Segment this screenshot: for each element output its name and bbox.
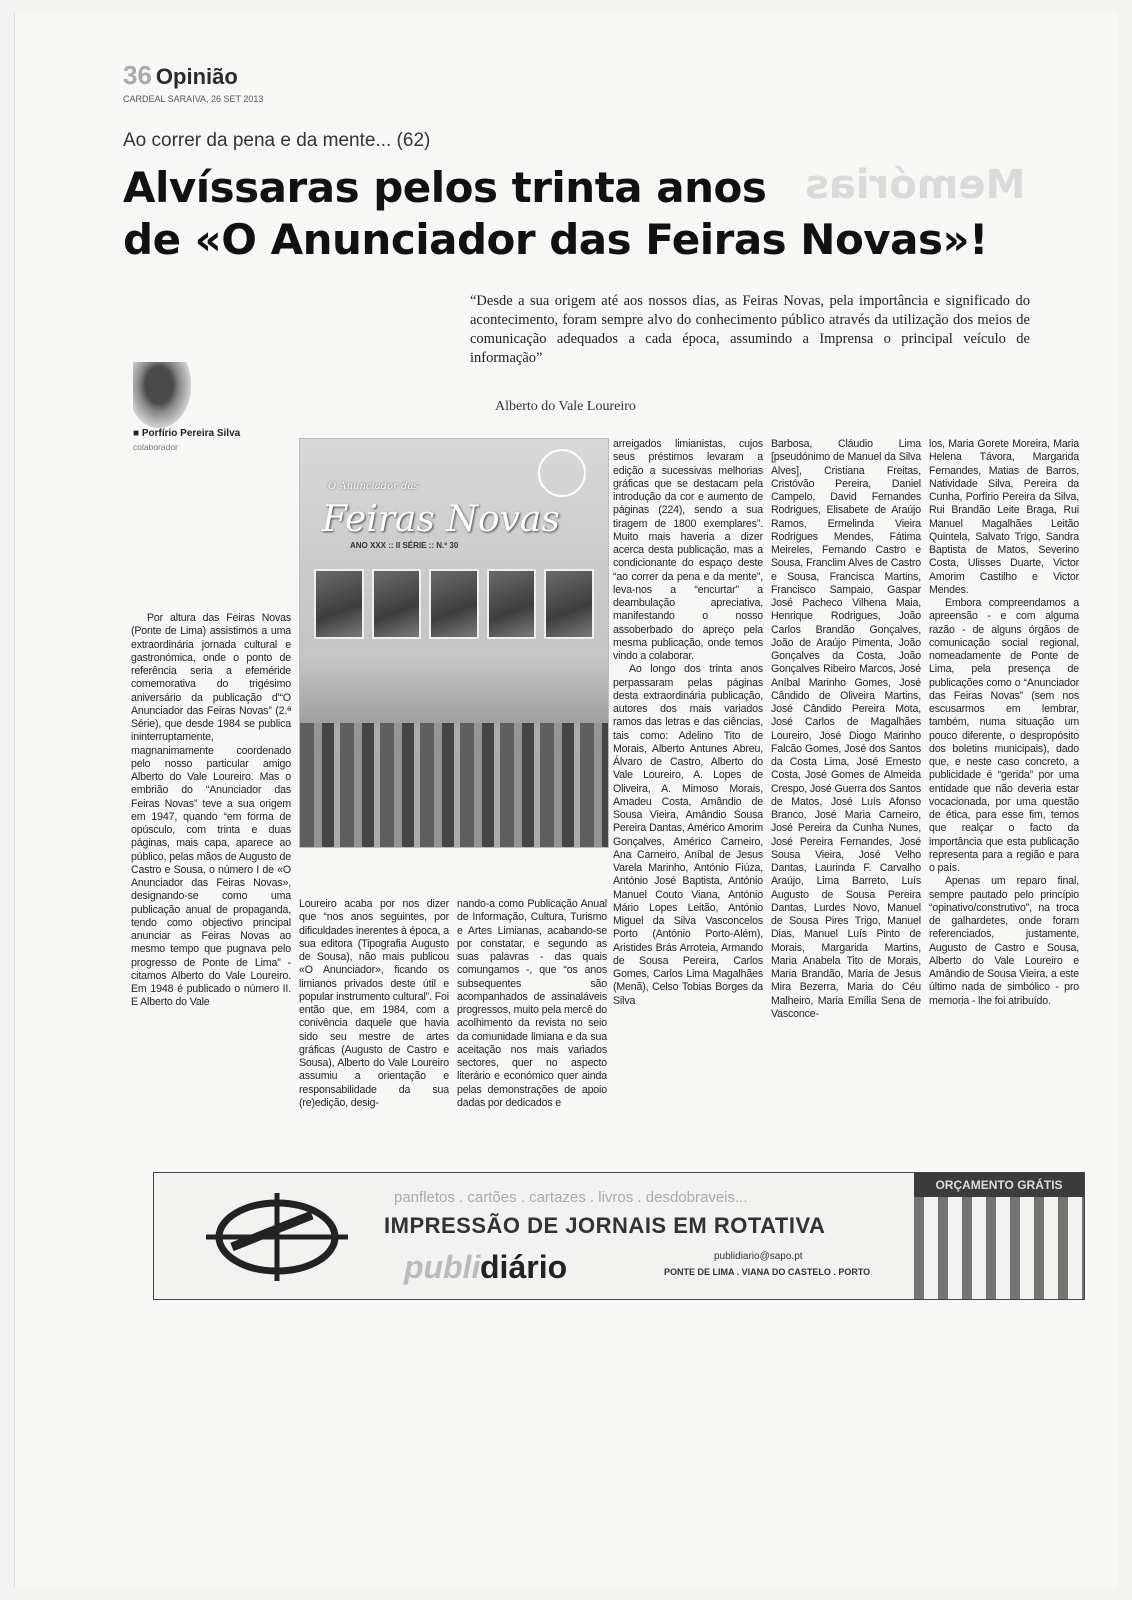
dateline: CARDEAL SARAIVA, 26 SET 2013 <box>123 94 264 104</box>
article-column-5: los, Maria Gorete Moreira, Maria Helena Távora, Margarida Fernandes, Matias de Barros, Natividade Silva, Pereira da Cunha, Porfírio Pereira da Silva, Rui Brandão Leite Braga, Rui Manuel Magalhães Leitão Quintela, Salvato Trigo, Sandra Baptista de Matos, Severino Costa, Ulisses Duarte, Victor Amorim Castilho e Victor Mendes. Embora compreendamos a apreensão - e com alguma razão - de alguns órgãos de comunicação social regional, nomeadamente de Ponte de Lima, pela presença de publicações como o “Anunciador das Feiras Novas” (sem nos escusarmos em lembrar, também, numa situação um pouco diferente, o despropósito dos boletins municipais), dado que, e neste caso concreto, a publicidade é “gerida” por uma entidade que não deveria estar vocacionada, por uma questão de ética, para esse fim, temos que realçar o facto da importância que esta publicação representa para a região e para o país. Apenas um reparo final, sempre pautado pelo princípio “opinativo/construtivo”, na troca de galhardetes, onde foram referenciados, justamente, Augusto de Castro e Sousa, Alberto do Vale Loureiro e Amândio de Sousa Vieira, a este último nada de simbólico - pro memoria - lhe foi atribuído. <box>929 438 1079 1007</box>
author-photo <box>133 362 191 428</box>
epigraph-quote: “Desde a sua origem até aos nossos dias, as Feiras Novas, pela importância e significado do acontecimento, foram sempre alvo do conhecimento público através da utilização dos meios de comunicação adequados a cada época, assumindo a Imprensa o principal veículo de informação” <box>470 293 1030 366</box>
article-column-1: Por altura das Feiras Novas (Ponte de Lima) assistimos a uma extraordinária jornada cultural e gastronómica, onde o ponto de referência seria a efeméride comemorativa do trigésimo aniversário da publicação d'“O Anunciador das Feiras Novas” (2.ª Série), que desde 1984 se publica ininterruptamente, magnanimamente coordenado pelo nosso particular amigo Alberto do Vale Loureiro. Mas o embrião do “Anunciador das Feiras Novas” teve a sua origem em 1947, quando “em forma de opúsculo, com trinta e duas páginas, mais capa, aparece ao público, pelas mãos de Augusto de Castro e Sousa, o número I de «O Anunciador das Feiras Novas», designando-se como uma publicação anual de propaganda, tendo como objectivo principal anunciar as Feiras Novas ao mesmo tempo que pugnava pelo progresso de Ponte de Lima” - citamos Alberto do Vale Loureiro. Em 1948 é publicado o número II. E Alberto do Vale <box>131 612 291 1009</box>
newspaper-page <box>14 12 1118 1588</box>
advertisement-banner <box>153 1172 1085 1300</box>
ad-tagline: IMPRESSÃO DE JORNAIS EM ROTATIVA <box>384 1213 826 1238</box>
cover-subtitle: O Anunciador das <box>328 481 419 492</box>
ad-free-quote-banner: ORÇAMENTO GRÁTIS <box>914 1173 1084 1197</box>
cover-dancers-photo <box>300 653 609 848</box>
headline-line-1: Alvíssaras pelos trinta anos <box>123 163 767 212</box>
ad-brand-prefix: publi <box>404 1249 481 1285</box>
crosshair-logo-icon <box>202 1191 352 1283</box>
cover-issue-meta: ANO XXX :: II SÉRIE :: N.º 30 <box>350 541 459 550</box>
byline-name: ■ Porfírio Pereira Silva <box>133 428 241 439</box>
article-column-4: Barbosa, Cláudio Lima [pseudónimo de Manuel da Silva Alves], Cristiana Freitas, Cristóvão Pereira, Daniel Campelo, David Fernandes Rodrigues, Elisabete de Araújo Ramos, Ermelinda Vieira Rodrigues Mendes, Fátima Meireles, Fernando Castro e Sousa, Franclim Alves de Castro e Sousa, Francisca Martins, Francisco Sampaio, Gaspar José Pacheco Vilhena Maia, Henrique Rodrigues, João Carlos Brandão Gonçalves, João de Araújo Pimenta, João Gonçalves da Costa, João Gonçalves Ribeiro Marcos, José Aníbal Marinho Gomes, José Cândido de Oliveira Martins, José Cândido Pereira Mota, José Carlos de Magalhães Loureiro, José Diogo Marinho Falcão Gomes, José dos Santos da Costa Lima, José Ernesto Costa, José Gomes de Almeida Crespo, José Guerra dos Santos de Matos, José Luís Afonso Branco, José Maria Carneiro, José Pereira da Cunha Nunes, José Pereira Fernandes, José Sousa Vieira, José Velho Dantas, Laurinda F. Carvalho Araújo, Lima Barreto, Luís Augusto de Sousa Pereira Dantas, Lurdes Novo, Manuel de Sousa Pires Trigo, Manuel Dias, Manuel Luís Pinto de Morais, Margarida Martins, Maria Anabela Tito de Morais, Maria Brandão, Maria de Jesus Mira Bezerra, Maria do Céu Malheiro, Maria Emília Sena de Vasconce- <box>771 438 921 1020</box>
poster-thumb <box>314 569 364 639</box>
article-column-2: Loureiro acaba por nos dizer que “nos anos seguintes, por dificuldades inerentes à época, a sua editora (Tipografia Augusto de Sousa), não mais publicou «O Anunciador», ficando os limianos privados deste útil e popular instrumento cultural”. Foi então que, em 1984, com a conivência daquele que havia sido seu mestre de artes gráficas (Augusto de Castro e Sousa), Alberto do Vale Loureiro assumiu a orientação e responsabilidade da sua (re)edição, desig- <box>299 898 449 1109</box>
ad-locations: PONTE DE LIMA . VIANA DO CASTELO . PORTO <box>664 1267 871 1277</box>
epigraph-author: Alberto do Vale Loureiro <box>495 399 636 414</box>
cover-posters <box>314 569 594 639</box>
article-kicker: Ao correr da pena e da mente... (62) <box>123 130 431 151</box>
headline-line-2: de «O Anunciador das Feiras Novas»! <box>123 215 988 264</box>
page-number: 36 <box>123 60 152 90</box>
poster-thumb <box>429 569 479 639</box>
magazine-cover-image <box>299 438 609 848</box>
poster-thumb <box>372 569 422 639</box>
byline-role: colaborador <box>133 442 178 452</box>
section-name: Opinião <box>155 64 238 89</box>
bleed-through-text: Memórias <box>805 162 1026 208</box>
anniversary-badge-icon <box>538 449 586 497</box>
ad-drip-decoration <box>914 1197 1084 1299</box>
poster-thumb <box>487 569 537 639</box>
ad-brand-name: diário <box>480 1249 568 1285</box>
article-column-2b: nando-a como Publicação Anual de Informação, Cultura, Turismo e Artes Limianas, acabando-se por constatar, e segundo as suas palavras - das quais comungamos -, que “os anos subsequentes são acompanhados de assinaláveis progressos, muito pela mercê do acolhimento da revista no seio da comunidade limiana e da sua aceitação nos mais variados sectores, quer no aspecto literário e económico quer ainda pelas demonstrações de apoio dadas por dedicados e <box>457 898 607 1109</box>
poster-thumb <box>544 569 594 639</box>
section-header <box>123 60 238 91</box>
article-headline <box>123 162 1083 266</box>
ad-services: panfletos . cartões . cartazes . livros . desdobraveis... <box>394 1189 748 1206</box>
cover-title: Feiras Novas <box>322 499 560 540</box>
article-column-3: arreigados limianistas, cujos seus préstimos levaram a edição a sucessivas melhorias gráficas que se destacam pela introdução da cor e aumento de páginas (224), sendo a sua tiragem de 1800 exemplares”. Muito mais haveria a dizer acerca desta publicação, mas a condicionante do espaço deste “ao correr da pena e da mente”, leva-nos a “encurtar” a deambulação apreciativa, manifestando o nosso assoberbado do apreço pela mesma publicação, onde temos vindo a colaborar. Ao longo dos trinta anos perpassaram pelas páginas desta extraordinária publicação, autores dos mais variados ramos das letras e das ciências, tais como: Adelino Tito de Morais, Alberto Antunes Abreu, Álvaro de Castro, Alberto do Vale Loureiro, A. Lopes de Oliveira, A. Mimoso Morais, Amadeu Costa, Amândio de Sousa Vieira, Amândio Sousa Pereira Dantas, Américo Amorim Gonçalves, Américo Carneiro, Ana Carneiro, Aníbal de Jesus Varela Marinho, António Fiúza, António José Baptista, António Manuel Couto Viana, António Mário Lopes Leitão, António Miguel da Silva Vasconcelos Porto (António Porto-Além), Aristides Brás Arroteia, Armando de Sousa Pereira, Carlos Gomes, Carlos Lima Magalhães (Menã), Celso Tobias Borges da Silva <box>613 438 763 1007</box>
ad-email: publidiario@sapo.pt <box>714 1251 803 1262</box>
